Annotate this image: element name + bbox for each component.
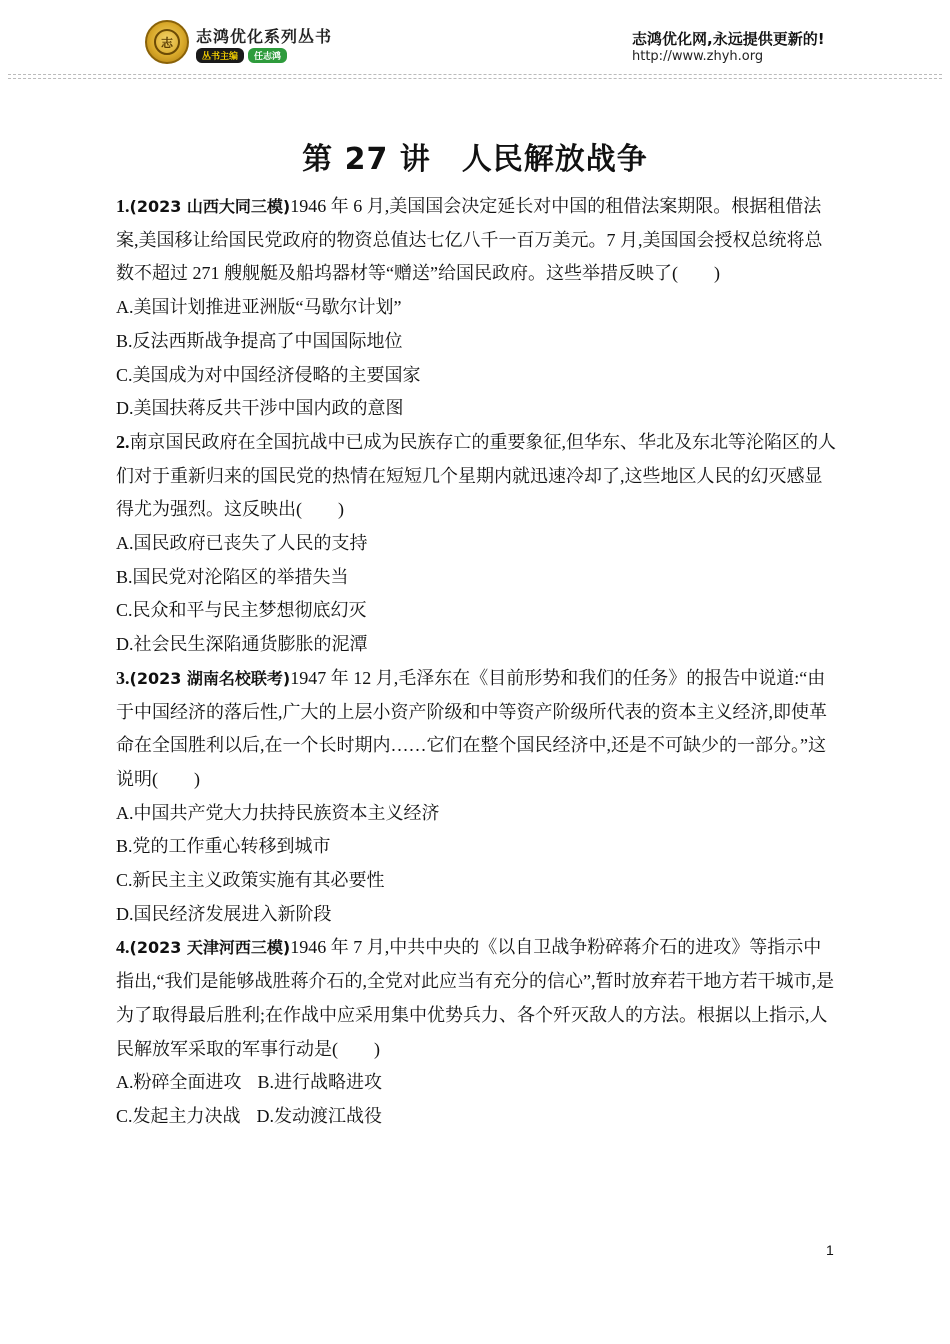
header-slogan: 志鸿优化网,永远提供更新的! xyxy=(632,30,825,48)
option-b: B.反法西斯战争提高了中国国际地位 xyxy=(116,330,403,351)
page-header xyxy=(0,0,950,80)
question-list xyxy=(116,190,836,1134)
series-editor xyxy=(196,48,287,63)
option-a: A.粉碎全面进攻 xyxy=(116,1072,242,1093)
option-c: C.新民主主义政策实施有其必要性 xyxy=(116,870,385,891)
option-d: D.发动渡江战役 xyxy=(256,1105,383,1126)
page-number: 1 xyxy=(826,1242,834,1258)
question-number: 2 xyxy=(116,431,125,452)
question-source: (2023 山西大同三模) xyxy=(129,197,291,216)
option-b: B.进行战略进攻 xyxy=(257,1072,383,1093)
question-text: 1946 年 6 月,美国国会决定延长对中国的租借法案期限。根据租借法案,美国移让给国民党政府的物资总值达七亿八千一百万美元。7 月,美国国会授权总统将总数不超过 271 艘舰艇及船坞器材等“赠送”给国民政府。这些举措反映了( ) xyxy=(116,196,823,284)
option-c: C.民众和平与民主梦想彻底幻灭 xyxy=(116,600,367,621)
question-text: 1947 年 12 月,毛泽东在《目前形势和我们的任务》的报告中说道:“由于中国经济的落后性,广大的上层小资产阶级和中等资产阶级所代表的资本主义经济,即使革命在全国胜利以后,在一个长时期内……它们在整个国民经济中,还是不可缺少的一部分。”这说明( ) xyxy=(116,667,827,789)
publisher-logo-icon xyxy=(145,20,189,64)
option-d: D.国民经济发展进入新阶段 xyxy=(116,903,332,924)
option-a: A.美国计划推进亚洲版“马歇尔计划” xyxy=(116,297,402,318)
question-source: (2023 天津河西三模) xyxy=(129,938,291,958)
editor-name: 任志鸿 xyxy=(248,48,287,63)
logo-mark: 志 xyxy=(154,29,180,55)
question-source: (2023 湖南名校联考) xyxy=(129,668,291,688)
question-stem: 3.(2023 湖南名校联考)1947 年 12 月,毛泽东在《目前形势和我们的任务》的报告中说道:“由于中国经济的落后性,广大的上层小资产阶级和中等资产阶级所代表的资本主义经济,即使革命在全国胜利以后,在一个长时期内……它们在整个国民经济中,还是不可缺少的一部分。”这说明( ) xyxy=(116,667,827,789)
header-url: http://www.zhyh.org xyxy=(632,49,764,64)
question-stem: 1.(2023 山西大同三模)1946 年 6 月,美国国会决定延长对中国的租借法案期限。根据租借法案,美国移让给国民党政府的物资总值达七亿八千一百万美元。7 月,美国国会授权总统将总数不超过 271 艘舰艇及船坞器材等“赠送”给国民政府。这些举措反映了( ) xyxy=(116,196,823,284)
editor-label: 丛书主编 xyxy=(196,48,244,63)
option-a: A.中国共产党大力扶持民族资本主义经济 xyxy=(116,802,440,823)
question-text: 1946 年 7 月,中共中央的《以自卫战争粉碎蒋介石的进攻》等指示中指出,“我们是能够战胜蒋介石的,全党对此应当有充分的信心”,暂时放弃若干地方若干城市,是为了取得最后胜利;在作战中应采用集中优势兵力、各个歼灭敌人的方法。根据以上指示,人民解放军采取的军事行动是( ) xyxy=(116,937,834,1059)
page-title: 第 27 讲 人民解放战争 xyxy=(302,142,648,177)
option-c: C.发起主力决战 xyxy=(116,1105,241,1126)
question-number: 4 xyxy=(116,937,125,958)
option-d: D.社会民生深陷通货膨胀的泥潭 xyxy=(116,634,368,655)
option-b: B.党的工作重心转移到城市 xyxy=(116,836,331,857)
option-row xyxy=(116,1066,836,1100)
option-d: D.美国扶蒋反共干涉中国内政的意图 xyxy=(116,398,404,419)
series-title: 志鸿优化系列丛书 xyxy=(196,27,333,46)
option-row xyxy=(116,1100,836,1134)
option-c: C.美国成为对中国经济侵略的主要国家 xyxy=(116,364,421,385)
question-stem: 2.南京国民政府在全国抗战中已成为民族存亡的重要象征,但华东、华北及东北等沦陷区的人们对于重新归来的国民党的热情在短短几个星期内就迅速冷却了,这些地区人民的幻灭感显得尤为强烈。这反映出( ) xyxy=(116,431,836,520)
question-number: 1 xyxy=(116,196,125,216)
question-number: 3 xyxy=(116,667,125,688)
option-a: A.国民政府已丧失了人民的支持 xyxy=(116,533,368,554)
question-text: 南京国民政府在全国抗战中已成为民族存亡的重要象征,但华东、华北及东北等沦陷区的人们对于重新归来的国民党的热情在短短几个星期内就迅速冷却了,这些地区人民的幻灭感显得尤为强烈。这反映出( ) xyxy=(116,431,836,520)
header-divider xyxy=(8,74,942,75)
header-divider-2 xyxy=(8,78,942,79)
option-b: B.国民党对沦陷区的举措失当 xyxy=(116,566,349,587)
question-stem: 4.(2023 天津河西三模)1946 年 7 月,中共中央的《以自卫战争粉碎蒋介石的进攻》等指示中指出,“我们是能够战胜蒋介石的,全党对此应当有充分的信心”,暂时放弃若干地方若干城市,是为了取得最后胜利;在作战中应采用集中优势兵力、各个歼灭敌人的方法。根据以上指示,人民解放军采取的军事行动是( ) xyxy=(116,937,834,1059)
